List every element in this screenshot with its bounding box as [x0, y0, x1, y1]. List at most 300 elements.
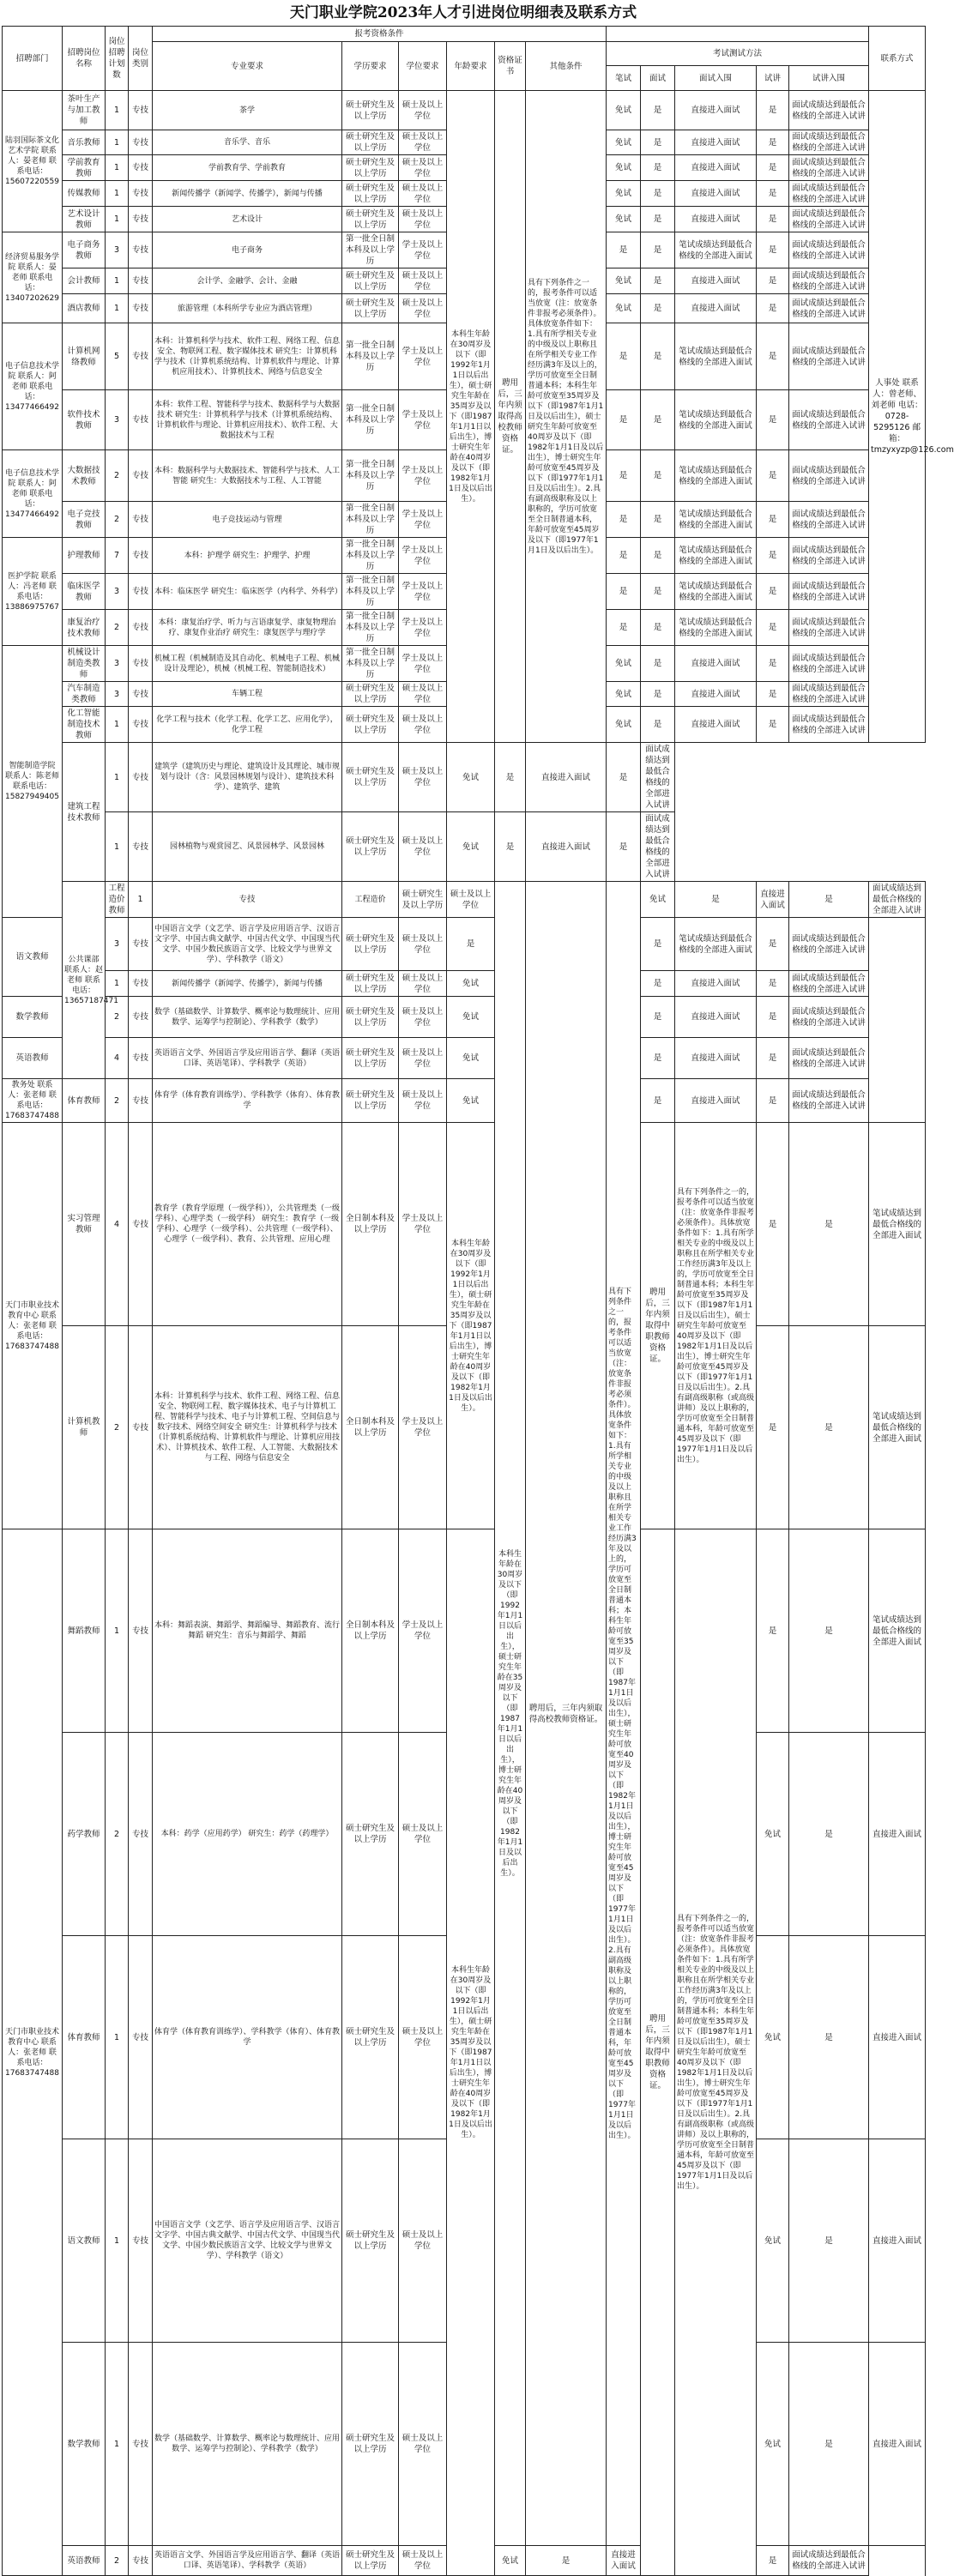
- trial-entry-cell: 面试成绩达到最低合格线的全部进入试讲: [641, 743, 675, 812]
- interview-cell: 是: [641, 181, 675, 207]
- category-cell: 专技: [129, 207, 153, 232]
- age-cell: 本科生年龄在30周岁及以下（即1992年1月1日以后出生），硕士研究生年龄在35周岁及以下（即1987年1月1日以后出生），博士研究生年龄在40周岁及以下（即1982年1月1日及以后出生）。: [495, 882, 526, 2546]
- degree-cell: 硕士及以上学位: [399, 1038, 447, 1079]
- major-cell: 本科：临床医学 研究生：临床医学（内科学、外科学）: [153, 574, 342, 610]
- category-cell: 专技: [129, 812, 153, 882]
- major-cell: 机械工程（机械制造及其自动化、机械电子工程、机械设计及理论），机械（机械工程、智能制造技术）: [153, 646, 342, 682]
- interview-entry-cell: 直接进入面试: [675, 707, 757, 743]
- interview-entry-cell: 直接进入面试: [675, 646, 757, 682]
- count-cell: 1: [106, 91, 129, 130]
- interview-entry-cell: 直接进入面试: [675, 1079, 757, 1123]
- category-cell: 专技: [129, 1079, 153, 1123]
- category-cell: 专技: [129, 502, 153, 538]
- trial-entry-cell: 面试成绩达到最低合格线的全部进入试讲: [789, 574, 869, 610]
- trial-entry-cell: 面试成绩达到最低合格线的全部进入试讲: [789, 502, 869, 538]
- count-cell: 1: [106, 707, 129, 743]
- position-cell: 电子商务教师: [63, 232, 106, 268]
- interview-entry-cell: 直接进入面试: [869, 2343, 926, 2546]
- interview-entry-cell: 笔试成绩达到最低合格线的全部进入面试: [869, 1123, 926, 1326]
- category-cell: 专技: [129, 2343, 153, 2546]
- header-exam-method: 考试测试方法: [607, 42, 869, 66]
- count-cell: 1: [106, 268, 129, 294]
- interview-entry-cell: 直接进入面试: [675, 1038, 757, 1079]
- interview-entry-cell: 笔试成绩达到最低合格线的全部进入面试: [675, 538, 757, 574]
- interview-entry-cell: 直接进入面试: [869, 2139, 926, 2343]
- count-cell: 3: [106, 574, 129, 610]
- count-cell: 4: [106, 1038, 129, 1079]
- interview-cell: 是: [641, 294, 675, 323]
- trial-entry-cell: 面试成绩达到最低合格线的全部进入试讲: [789, 450, 869, 502]
- dept-cell: 天门市职业技术教育中心 联系人：张老师 联系电话：17683747488: [3, 1529, 63, 2576]
- category-cell: 专技: [129, 1733, 153, 1936]
- written-cell: 是: [607, 538, 641, 574]
- interview-entry-cell: 直接进入面试: [675, 682, 757, 707]
- position-cell: 体育教师: [63, 1936, 106, 2139]
- education-cell: 全日制本科及以上学历: [342, 1123, 399, 1326]
- category-cell: 专技: [129, 294, 153, 323]
- major-cell: 艺术设计: [153, 207, 342, 232]
- education-cell: 硕士研究生及以上学历: [342, 2139, 399, 2343]
- interview-cell: 是: [641, 1038, 675, 1079]
- category-cell: 专技: [129, 181, 153, 207]
- position-cell: 英语教师: [3, 1038, 63, 1079]
- interview-cell: 是: [641, 918, 675, 971]
- education-cell: 硕士研究生及以上学历: [342, 1936, 399, 2139]
- interview-entry-cell: 直接进入面试: [607, 2546, 641, 2576]
- count-cell: 3: [106, 390, 129, 450]
- education-cell: 全日制本科及以上学历: [342, 1326, 399, 1529]
- degree-cell: 学士及以上学位: [399, 646, 447, 682]
- written-cell: 免试: [495, 2546, 526, 2576]
- position-cell: 酒店教师: [63, 294, 106, 323]
- education-cell: 全日制本科及以上学历: [342, 1529, 399, 1733]
- written-cell: 免试: [757, 1733, 789, 1936]
- count-cell: 3: [106, 682, 129, 707]
- count-cell: 3: [106, 646, 129, 682]
- trial-cell: 是: [757, 538, 789, 574]
- trial-entry-cell: 面试成绩达到最低合格线的全部进入试讲: [789, 997, 869, 1038]
- count-cell: 5: [106, 323, 129, 390]
- dept-cell: 经济贸易服务学院 联系人：晏老师 联系电话：13407202629: [3, 232, 63, 323]
- interview-cell: 是: [641, 232, 675, 268]
- written-cell: 是: [607, 390, 641, 450]
- interview-cell: 是: [789, 1326, 869, 1529]
- table-row: [3, 1079, 926, 1123]
- trial-cell: 是: [757, 155, 789, 181]
- interview-cell: 是: [641, 130, 675, 155]
- interview-entry-cell: 笔试成绩达到最低合格线的全部进入面试: [675, 323, 757, 390]
- category-cell: 专技: [129, 1038, 153, 1079]
- count-cell: 1: [106, 155, 129, 181]
- position-cell: 机械设计制造类教师: [63, 646, 106, 682]
- trial-cell: 是: [607, 812, 641, 882]
- major-cell: 教育学（教育学原理（一级学科）），公共管理类（一级学科）、心理学类（一级学科） 研究生：教育学（一级学科）、心理学（一级学科）、公共管理（一级学科）、心理学（一级学科）、教育、公共管理、应用心理: [153, 1123, 342, 1326]
- count-cell: 2: [106, 1079, 129, 1123]
- degree-cell: 硕士及以上学位: [399, 294, 447, 323]
- degree-cell: 学士及以上学位: [399, 1529, 447, 1733]
- header-other: 其他条件: [526, 42, 607, 91]
- interview-cell: 是: [789, 1733, 869, 1936]
- degree-cell: 硕士及以上学位: [399, 918, 447, 971]
- degree-cell: 硕士及以上学位: [399, 812, 447, 882]
- trial-cell: 是: [757, 997, 789, 1038]
- major-cell: 本科：软件工程、智能科学与技术、数据科学与大数据技术 研究生：计算机科学与技术（计算机系统结构、计算机软件与理论、计算机应用技术）、软件工程、大数据技术与工程: [153, 390, 342, 450]
- written-cell: 免试: [641, 882, 675, 918]
- trial-cell: 是: [757, 207, 789, 232]
- interview-entry-cell: 笔试成绩达到最低合格线的全部进入面试: [869, 1529, 926, 1733]
- table-row: [3, 1123, 926, 1326]
- category-cell: 专技: [129, 232, 153, 268]
- position-cell: 茶叶生产与加工教师: [63, 91, 106, 130]
- interview-entry-cell: 直接进入面试: [675, 155, 757, 181]
- degree-cell: 学士及以上学位: [399, 502, 447, 538]
- trial-entry-cell: 面试成绩达到最低合格线的全部进入试讲: [789, 1038, 869, 1079]
- written-cell: 免试: [607, 91, 641, 130]
- degree-cell: 硕士及以上学位: [399, 155, 447, 181]
- category-cell: 专技: [129, 130, 153, 155]
- interview-entry-cell: 笔试成绩达到最低合格线的全部进入面试: [675, 450, 757, 502]
- education-cell: 硕士研究生及以上学历: [342, 971, 399, 997]
- trial-cell: 是: [757, 646, 789, 682]
- written-cell: 免试: [607, 181, 641, 207]
- degree-cell: 硕士及以上学位: [399, 181, 447, 207]
- education-cell: 硕士研究生及以上学历: [342, 181, 399, 207]
- education-cell: 硕士研究生及以上学历: [342, 91, 399, 130]
- major-cell: 中国语言文学（文艺学、语言学及应用语言学、汉语言文字学、中国古典文献学、中国古代文学、中国现当代文学、中国少数民族语言文学、比较文学与世界文学）、学科教学（语文）: [153, 918, 342, 971]
- written-cell: 是: [757, 1326, 789, 1529]
- major-cell: 本科：舞蹈表演、舞蹈学、舞蹈编导、舞蹈教育、流行舞蹈 研究生：音乐与舞蹈学、舞蹈: [153, 1529, 342, 1733]
- interview-entry-cell: 直接进入面试: [675, 997, 757, 1038]
- count-cell: 1: [106, 2139, 129, 2343]
- count-cell: 2: [106, 997, 129, 1038]
- position-cell: 语文教师: [3, 918, 63, 997]
- education-cell: 第一批全日制本科及以上学历: [342, 538, 399, 574]
- category-cell: 专技: [129, 91, 153, 130]
- header-education: 学历要求: [342, 42, 399, 91]
- certificate-cell: 聘用后，三年内须取得高校教师资格证。: [526, 882, 607, 2546]
- category-cell: 专技: [129, 268, 153, 294]
- header-dept: 招聘部门: [3, 27, 63, 91]
- education-cell: 硕士研究生及以上学历: [342, 918, 399, 971]
- major-cell: 本科：数据科学与大数据技术、智能科学与技术、人工智能 研究生：大数据技术与工程、人工智能: [153, 450, 342, 502]
- page-title: 天门职业学院2023年人才引进岗位明细表及联系方式: [289, 4, 637, 21]
- major-cell: 体育学（体育教育训练学）、学科教学（体育）、体育教学: [153, 1936, 342, 2139]
- education-cell: 硕士研究生及以上学历: [399, 882, 447, 918]
- trial-entry-cell: 面试成绩达到最低合格线的全部进入试讲: [789, 390, 869, 450]
- interview-entry-cell: 笔试成绩达到最低合格线的全部进入面试: [675, 502, 757, 538]
- degree-cell: 硕士及以上学位: [399, 682, 447, 707]
- category-cell: 专技: [129, 1529, 153, 1733]
- dept-cell: 教务处 联系人：张老师 联系电话：17683747488: [3, 1079, 63, 1123]
- degree-cell: 硕士及以上学位: [399, 207, 447, 232]
- position-cell: 会计教师: [63, 268, 106, 294]
- trial-entry-cell: 面试成绩达到最低合格线的全部进入试讲: [869, 882, 926, 918]
- interview-entry-cell: 直接进入面试: [675, 971, 757, 997]
- trial-entry-cell: 面试成绩达到最低合格线的全部进入试讲: [789, 323, 869, 390]
- trial-entry-cell: 面试成绩达到最低合格线的全部进入试讲: [641, 812, 675, 882]
- header-degree: 学位要求: [399, 42, 447, 91]
- header-qualifications: 报考资格条件: [153, 27, 607, 42]
- written-cell: 免试: [757, 2343, 789, 2546]
- interview-entry-cell: 笔试成绩达到最低合格线的全部进入面试: [675, 918, 757, 971]
- trial-entry-cell: 面试成绩达到最低合格线的全部进入试讲: [789, 918, 869, 971]
- interview-cell: 是: [641, 1079, 675, 1123]
- position-cell: 护理教师: [63, 538, 106, 574]
- degree-cell: 硕士及以上学位: [399, 91, 447, 130]
- trial-cell: 是: [757, 268, 789, 294]
- header-category: 岗位类别: [129, 27, 153, 91]
- position-cell: 英语教师: [63, 2546, 106, 2576]
- written-cell: 是: [757, 1529, 789, 1733]
- position-cell: 传媒教师: [63, 181, 106, 207]
- major-cell: 车辆工程: [153, 682, 342, 707]
- interview-entry-cell: 笔试成绩达到最低合格线的全部进入面试: [675, 390, 757, 450]
- header-exam: [607, 27, 869, 42]
- interview-cell: 是: [641, 268, 675, 294]
- position-cell: 建筑工程技术教师: [63, 743, 106, 882]
- count-cell: 3: [106, 232, 129, 268]
- category-cell: 专技: [129, 390, 153, 450]
- position-cell: 舞蹈教师: [63, 1529, 106, 1733]
- interview-cell: 是: [789, 1936, 869, 2139]
- interview-entry-cell: 直接进入面试: [757, 882, 789, 918]
- position-cell: 药学教师: [63, 1733, 106, 1936]
- category-cell: 专技: [129, 538, 153, 574]
- education-cell: 第一批全日制本科及以上学历: [342, 323, 399, 390]
- interview-entry-cell: 直接进入面试: [675, 268, 757, 294]
- interview-entry-cell: 直接进入面试: [675, 294, 757, 323]
- category-cell: 专技: [129, 743, 153, 812]
- position-cell: 计算机网络教师: [63, 323, 106, 390]
- dept-cell: 公共课部 联系人：赵老师 联系电话：13657187471: [63, 882, 106, 1079]
- trial-cell: 是: [757, 971, 789, 997]
- certificate-cell: 聘用后，三年内须取得中职教师资格证。: [641, 1123, 675, 1529]
- position-cell: 体育教师: [63, 1079, 106, 1123]
- major-cell: 电子竞技运动与管理: [153, 502, 342, 538]
- interview-entry-cell: 笔试成绩达到最低合格线的全部进入面试: [675, 574, 757, 610]
- interview-entry-cell: 直接进入面试: [675, 130, 757, 155]
- education-cell: 第一批全日制本科及以上学历: [342, 646, 399, 682]
- written-cell: 免试: [607, 294, 641, 323]
- degree-cell: 硕士及以上学位: [399, 1936, 447, 2139]
- count-cell: 1: [106, 971, 129, 997]
- trial-cell: 是: [757, 2546, 789, 2576]
- interview-cell: 是: [641, 707, 675, 743]
- degree-cell: 硕士及以上学位: [399, 2343, 447, 2546]
- count-cell: 2: [106, 502, 129, 538]
- written-cell: 是: [607, 232, 641, 268]
- education-cell: 第一批全日制本科及以上学历: [342, 390, 399, 450]
- position-cell: 大数据技术教师: [63, 450, 106, 502]
- trial-entry-cell: 面试成绩达到最低合格线的全部进入试讲: [789, 707, 869, 743]
- interview-cell: 是: [789, 1123, 869, 1326]
- degree-cell: 学士及以上学位: [399, 1123, 447, 1326]
- major-cell: 新闻传播学（新闻学、传播学），新闻与传播: [153, 971, 342, 997]
- written-cell: 是: [607, 450, 641, 502]
- position-cell: 实习管理教师: [63, 1123, 106, 1326]
- table-row: [3, 91, 926, 130]
- header-interview: 面试: [641, 66, 675, 91]
- category-cell: 专技: [129, 918, 153, 971]
- major-cell: 体育学（体育教育训练学）、学科教学（体育）、体育教学: [153, 1079, 342, 1123]
- position-cell: 音乐教师: [63, 130, 106, 155]
- written-cell: 免试: [607, 207, 641, 232]
- written-cell: 是: [757, 1123, 789, 1326]
- header-position: 招聘岗位名称: [63, 27, 106, 91]
- table-row: [3, 1529, 926, 1733]
- trial-entry-cell: 面试成绩达到最低合格线的全部进入试讲: [789, 610, 869, 646]
- interview-entry-cell: 笔试成绩达到最低合格线的全部进入面试: [675, 610, 757, 646]
- dept-cell: 电子信息技术学院 联系人：阿老师 联系电话：13477466492: [3, 450, 63, 538]
- dept-cell: 天门市职业技术教育中心 联系人：张老师 联系电话：17683747488: [3, 1123, 63, 1529]
- education-cell: 硕士研究生及以上学历: [342, 130, 399, 155]
- interview-cell: 是: [789, 2343, 869, 2546]
- degree-cell: 硕士及以上学位: [399, 268, 447, 294]
- education-cell: 硕士研究生及以上学历: [342, 812, 399, 882]
- interview-cell: 是: [675, 882, 757, 918]
- education-cell: 硕士研究生及以上学历: [342, 1733, 399, 1936]
- recruitment-table: [2, 26, 954, 2576]
- trial-entry-cell: 面试成绩达到最低合格线的全部进入试讲: [789, 91, 869, 130]
- major-cell: 数学（基础数学、计算数学、概率论与数理统计、应用数学、运筹学与控制论）、学科教学（数学）: [153, 2343, 342, 2546]
- interview-cell: 是: [526, 2546, 607, 2576]
- major-cell: 数学（基础数学、计算数学、概率论与数理统计、应用数学、运筹学与控制论）、学科教学（数学）: [153, 997, 342, 1038]
- degree-cell: 学士及以上学位: [399, 538, 447, 574]
- major-cell: 会计学、金融学、会计、金融: [153, 268, 342, 294]
- position-cell: 软件技术教师: [63, 390, 106, 450]
- written-cell: 是: [607, 610, 641, 646]
- header-certificate: 资格证书: [495, 42, 526, 91]
- header-age: 年龄要求: [447, 42, 495, 91]
- trial-cell: 是: [757, 918, 789, 971]
- count-cell: 1: [106, 207, 129, 232]
- trial-entry-cell: 面试成绩达到最低合格线的全部进入试讲: [789, 971, 869, 997]
- header-count: 岗位招聘计划数: [106, 27, 129, 91]
- education-cell: 第一批全日制本科及以上学历: [342, 502, 399, 538]
- certificate-cell: 聘用后，三年内须取得高校教师资格证。: [495, 91, 526, 743]
- dept-cell: 陆羽国际茶文化艺术学院 联系人：晏老师 联系电话：15607220559: [3, 91, 63, 232]
- interview-entry-cell: 直接进入面试: [526, 743, 607, 812]
- table-row: [3, 882, 926, 918]
- other-cell: 具有下列条件之一的，报考条件可以适当放宽（注：放宽条件非报考必须条件）。具体放宽条件如下：1.具有所学相关专业的中级及以上职称且在所学相关专业工作经历满3年及以上的，学历可放宽至全日制普通本科；本科生年龄可放宽至35周岁及以下（即1987年1月1日及以后出生），硕士研究生年龄可放宽至40周岁及以下（即1982年1月1日及以后出生），博士研究生年龄可放宽至45周岁及以下（即1977年1月1日及以后出生）。2.具有副高级职称（或高级讲师）及以上职称的，学历可放宽至全日制普通本科，年龄可放宽至45周岁及以下（即1977年1月1日及以后出生）。: [675, 1529, 757, 2576]
- trial-cell: 是: [757, 130, 789, 155]
- education-cell: 第一批全日制本科及以上学历: [342, 610, 399, 646]
- major-cell: 茶学: [153, 91, 342, 130]
- table-row: [3, 918, 926, 971]
- education-cell: 第一批全日制本科及以上学历: [342, 450, 399, 502]
- count-cell: 2: [106, 1326, 129, 1529]
- education-cell: 硕士研究生及以上学历: [342, 1038, 399, 1079]
- age-cell: 本科生年龄在30周岁及以下（即1992年1月1日以后出生），硕士研究生年龄在35周岁及以下（即1987年1月1日以后出生），博士研究生年龄在40周岁及以下（即1982年1月1日及以后出生）。: [447, 1123, 495, 1529]
- category-cell: 专技: [129, 323, 153, 390]
- header-trial: 试讲: [757, 66, 789, 91]
- trial-entry-cell: 面试成绩达到最低合格线的全部进入试讲: [789, 538, 869, 574]
- written-cell: 免试: [447, 1079, 495, 1123]
- written-cell: 是: [447, 918, 495, 971]
- category-cell: 专技: [129, 971, 153, 997]
- trial-cell: 是: [757, 232, 789, 268]
- table-row: [3, 1038, 926, 1079]
- interview-cell: 是: [641, 390, 675, 450]
- degree-cell: 学士及以上学位: [399, 450, 447, 502]
- position-cell: 计算机教师: [63, 1326, 106, 1529]
- education-cell: 硕士研究生及以上学历: [342, 155, 399, 181]
- trial-cell: 是: [607, 743, 641, 812]
- major-cell: 本科：计算机科学与技术、软件工程、网络工程、信息安全、物联网工程、数字媒体技术、电子与计算机工程、智能科学与技术、电子与计算机工程、空间信息与数字技术、网络空间安全 研究生：计算机科学与技术（计算机系统结构、计算机软件与理论、计算机应用技术）、计算机技术、软件工程、人工智能、大数据技术与工程、网络与信息安全: [153, 1326, 342, 1529]
- major-cell: 英语语言文学、外国语言学及应用语言学、翻译（英语口译、英语笔译）、学科教学（英语）: [153, 1038, 342, 1079]
- other-cell: 具有下列条件之一的，报考条件可以适当放宽（注：放宽条件非报考必须条件）。具体放宽条件如下：1.具有所学相关专业的中级及以上职称且在所学相关专业工作经历满3年及以上的，学历可放宽至全日制普通本科；本科生年龄可放宽至35周岁及以下（即1987年1月1日及以后出生），硕士研究生年龄可放宽至40周岁及以下（即1982年1月1日及以后出生），博士研究生年龄可放宽至45周岁及以下（即1977年1月1日及以后出生）。2.具有副高级职称及以上职称的，学历可放宽至全日制普通本科，年龄可放宽至45周岁及以下（即1977年1月1日及以后出生）。: [526, 91, 607, 743]
- count-cell: 1: [106, 294, 129, 323]
- interview-entry-cell: 笔试成绩达到最低合格线的全部进入面试: [869, 1326, 926, 1529]
- major-cell: 建筑学（建筑历史与理论、建筑设计及其理论、城市规划与设计（含：风景园林规划与设计）、建筑技术科学）、建筑学、建筑: [153, 743, 342, 812]
- category-cell: 专技: [129, 646, 153, 682]
- degree-cell: 学士及以上学位: [399, 1326, 447, 1529]
- interview-cell: 是: [641, 502, 675, 538]
- trial-entry-cell: 面试成绩达到最低合格线的全部进入试讲: [789, 130, 869, 155]
- count-cell: 1: [106, 812, 129, 882]
- major-cell: 新闻传播学（新闻学、传播学），新闻与传播: [153, 181, 342, 207]
- position-cell: 数学教师: [63, 2343, 106, 2546]
- age-cell: 本科生年龄在30周岁及以下（即1992年1月1日以后出生），硕士研究生年龄在35周岁及以下（即1987年1月1日以后出生），博士研究生年龄在40周岁及以下（即1982年1月1日及以后出生）。: [447, 1529, 495, 2576]
- trial-cell: 是: [757, 181, 789, 207]
- written-cell: 免试: [607, 268, 641, 294]
- interview-entry-cell: 直接进入面试: [675, 181, 757, 207]
- written-cell: 免试: [607, 646, 641, 682]
- trial-cell: 是: [757, 574, 789, 610]
- trial-entry-cell: 面试成绩达到最低合格线的全部进入试讲: [789, 646, 869, 682]
- trial-cell: 是: [757, 707, 789, 743]
- major-cell: 工程造价: [342, 882, 399, 918]
- degree-cell: 学士及以上学位: [399, 323, 447, 390]
- trial-entry-cell: 面试成绩达到最低合格线的全部进入试讲: [789, 232, 869, 268]
- age-cell: 本科生年龄在30周岁及以下（即1992年1月1日以后出生），硕士研究生年龄在35周岁及以下（即1987年1月1日以后出生），博士研究生年龄在40周岁及以下（即1982年1月1日及以后出生）。: [447, 91, 495, 743]
- interview-cell: 是: [641, 646, 675, 682]
- trial-entry-cell: 面试成绩达到最低合格线的全部进入试讲: [789, 155, 869, 181]
- trial-cell: 是: [757, 502, 789, 538]
- trial-entry-cell: 面试成绩达到最低合格线的全部进入试讲: [789, 1079, 869, 1123]
- interview-entry-cell: 直接进入面试: [675, 207, 757, 232]
- trial-entry-cell: 面试成绩达到最低合格线的全部进入试讲: [789, 268, 869, 294]
- position-cell: 学前教育教师: [63, 155, 106, 181]
- major-cell: 本科：计算机科学与技术、软件工程、网络工程、信息安全、物联网工程、数字媒体技术 研究生：计算机科学与技术（计算机系统结构、计算机软件与理论、计算机应用技术）、计算机技术、网络与信息安全: [153, 323, 342, 390]
- interview-cell: 是: [495, 743, 526, 812]
- degree-cell: 学士及以上学位: [399, 390, 447, 450]
- education-cell: 硕士研究生及以上学历: [342, 268, 399, 294]
- written-cell: 免试: [447, 997, 495, 1038]
- category-cell: 专技: [129, 574, 153, 610]
- major-cell: 音乐学、音乐: [153, 130, 342, 155]
- contact-cell: 人事处 联系人：曾老师、刘老师 电话：0728-5295126 邮箱：tmzyxyzp@126.com: [869, 91, 926, 743]
- header-major: 专业要求: [153, 42, 342, 91]
- major-cell: 学前教育学、学前教育: [153, 155, 342, 181]
- major-cell: 电子商务: [153, 232, 342, 268]
- header-interview-entry: 面试入围: [675, 66, 757, 91]
- interview-cell: 是: [641, 323, 675, 390]
- education-cell: 硕士研究生及以上学历: [342, 682, 399, 707]
- category-cell: 专技: [129, 2139, 153, 2343]
- header-contact: 联系方式: [869, 27, 926, 91]
- category-cell: 专技: [153, 882, 342, 918]
- trial-cell: 是: [789, 882, 869, 918]
- trial-entry-cell: 面试成绩达到最低合格线的全部进入试讲: [789, 181, 869, 207]
- position-cell: 语文教师: [63, 2139, 106, 2343]
- interview-cell: 是: [641, 971, 675, 997]
- interview-cell: 是: [641, 610, 675, 646]
- written-cell: 免试: [607, 130, 641, 155]
- major-cell: 园林植物与观赏园艺、风景园林学、风景园林: [153, 812, 342, 882]
- other-cell: 具有下列条件之一的，报考条件可以适当放宽（注：放宽条件非报考必须条件）。具体放宽条件如下：1.具有所学相关专业的中级及以上职称且在所学相关专业工作经历满3年及以上的，学历可放宽至全日制普通本科；本科生年龄可放宽至35周岁及以下（即1987年1月1日及以后出生），硕士研究生年龄可放宽至40周岁及以下（即1982年1月1日及以后出生），博士研究生年龄可放宽至45周岁及以下（即1977年1月1日及以后出生）。2.具有副高级职称（或高级讲师）及以上职称的，学历可放宽至全日制普通本科，年龄可放宽至45周岁及以下（即1977年1月1日及以后出生）。: [675, 1123, 757, 1529]
- interview-cell: 是: [641, 682, 675, 707]
